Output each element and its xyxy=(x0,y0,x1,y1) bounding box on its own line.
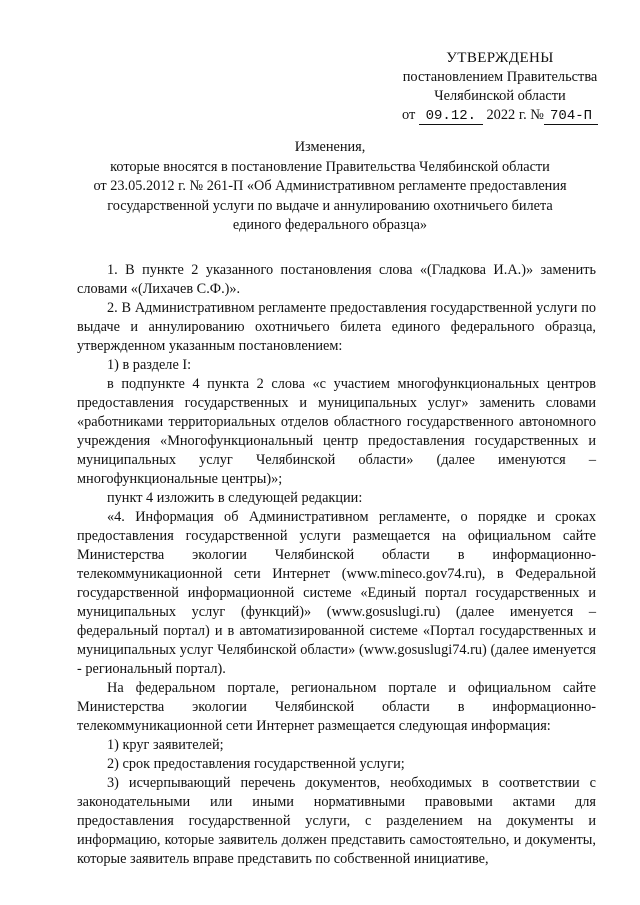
paragraph: 2) срок предоставления государственной услуги; xyxy=(107,756,405,772)
paragraph: 1. В пункте 2 указанного постановления слова «(Гладкова И.А.)» заменить словами «(Лихачев С.Ф.)». xyxy=(77,262,596,297)
approval-block xyxy=(384,49,616,125)
paragraph: На федеральном портале, региональном портале и официальном сайте Министерства экологии Челябинской области в информационно-телекоммуникационной сети Интернет размещается следующая информация: xyxy=(77,680,596,734)
document-body xyxy=(77,261,596,869)
approval-year-text: 2022 г. № xyxy=(486,107,545,123)
paragraph: 1) круг заявителей; xyxy=(107,737,224,753)
title-line: государственной услуги по выдаче и аннулированию охотничьего билета xyxy=(107,197,553,214)
approval-date-line xyxy=(384,106,616,125)
title-line: единого федерального образца» xyxy=(232,217,428,233)
approval-line-1: постановлением Правительства xyxy=(402,69,598,85)
title-line: от 23.05.2012 г. № 261-П «Об Административном регламенте предоставления xyxy=(93,178,567,194)
paragraph: 1) в разделе I: xyxy=(107,357,192,373)
paragraph: 2. В Административном регламенте предоставления государственной услуги по выдаче и аннулированию охотничьего билета единого федерального образца, утвержденном указанным постановлением: xyxy=(77,300,596,354)
title-line: Изменения, xyxy=(294,139,366,155)
paragraph: «4. Информация об Административном регламенте, о порядке и сроках предоставления государственной услуги размещается на официальном сайте Министерства экологии Челябинской области в информационно-телекоммуникационной сети Интернет (www.mineco.gov74.ru), в Федеральной государственной информационной системе «Единый портал государственных и муниципальных услуг (функций)» (www.gosuslugi.ru) (далее именуется – федеральный портал) и в автоматизированной системе «Портал государственных и муниципальных услуг Челябинской области» (www.gosuslugi74.ru) (далее именуется - региональный портал). xyxy=(77,509,596,677)
approval-heading: УТВЕРЖДЕНЫ xyxy=(446,50,554,66)
approval-line-2: Челябинской области xyxy=(434,88,566,104)
paragraph: пункт 4 изложить в следующей редакции: xyxy=(107,490,363,506)
title-line: которые вносятся в постановление Правительства Челябинской области xyxy=(110,158,550,175)
approval-date-value: 09.12. xyxy=(419,109,483,125)
approval-number-value: 704-П xyxy=(544,109,598,125)
paragraph: в подпункте 4 пункта 2 слова «с участием многофункциональных центров предоставления государственных и муниципальных услуг» заменить словами «работниками территориальных отделов областного государственного автономного учреждения «Многофункциональный центр предоставления государственных и муниципальных услуг Челябинской области» (далее именуются – многофункциональные центры)»; xyxy=(77,376,596,487)
paragraph: 3) исчерпывающий перечень документов, необходимых в соответствии с законодательными или иными нормативными правовыми актами для предоставления государственной услуги, с разделением на документы и информацию, которые заявитель должен представить самостоятельно, и документы, которые заявитель вправе представить по собственной инициативе, xyxy=(77,775,596,867)
document-title xyxy=(70,138,590,236)
approval-date-prefix: от xyxy=(401,107,416,123)
